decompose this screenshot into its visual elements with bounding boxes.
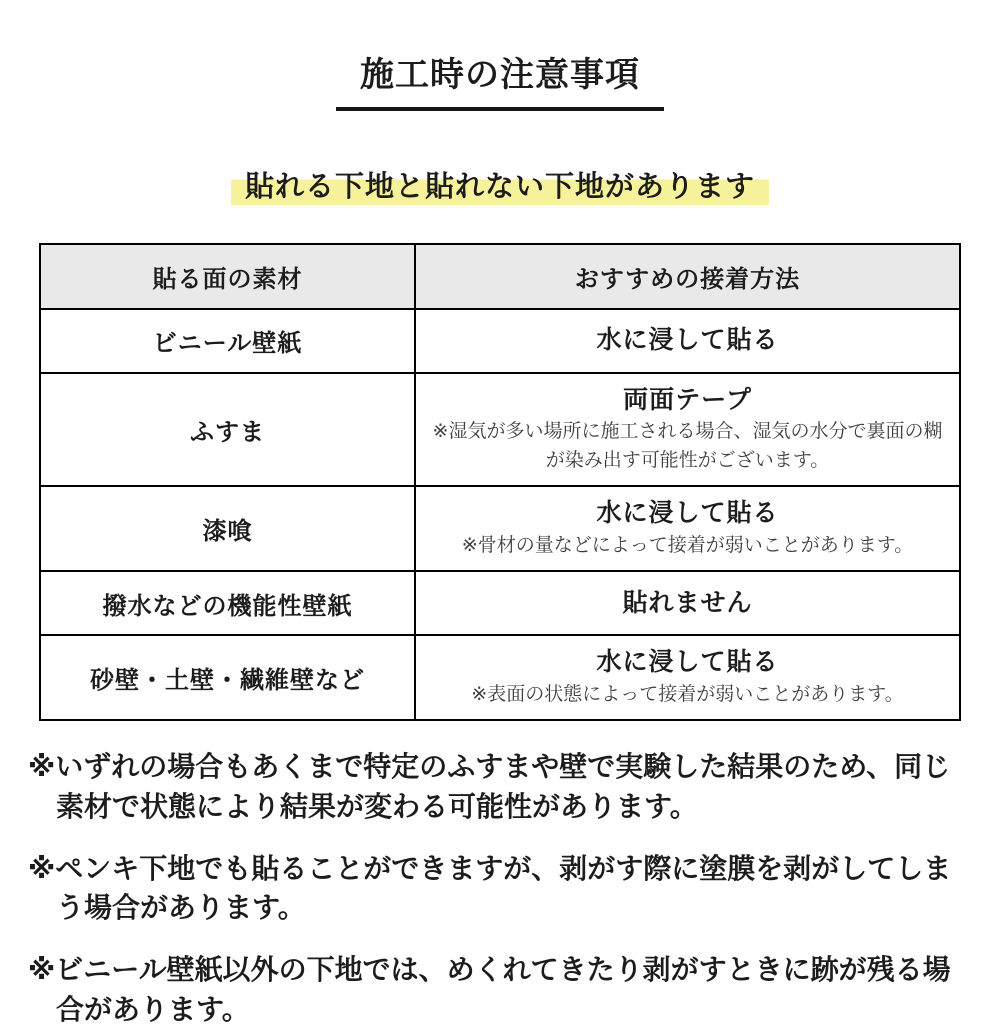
method-cell [415, 373, 960, 487]
method-text: 両面テープ [623, 385, 752, 414]
footnote-item: ※いずれの場合もあくまで特定のふすまや壁で実験した結果のため、同じ素材で状態により結果が変わる可能性があります。 [28, 751, 951, 822]
title-section [0, 24, 1000, 134]
method-text: 水に浸して貼る [596, 499, 779, 528]
highlighted-subtitle: 貼れる下地と貼れない下地があります [231, 164, 769, 205]
table-header [40, 244, 960, 309]
surface-adhesion-table [39, 243, 961, 722]
table-row [40, 486, 960, 571]
column-header-method: おすすめの接着方法 [415, 244, 960, 309]
table-row [40, 373, 960, 487]
footnote-item: ※ペンキ下地でも貼ることができますが、剥がす際に塗膜を剥がしてしまう場合があります。 [28, 852, 952, 924]
method-cell [415, 309, 960, 373]
page-title: 施工時の注意事項 [336, 47, 664, 111]
method-text: 水に浸して貼る [596, 326, 779, 355]
method-note-text: ※湿気が多い場所に施工される場合、湿気の水分で裏面の糊が染み出す可能性がございます。 [432, 421, 943, 471]
table-row [40, 309, 960, 373]
table-row [40, 635, 960, 720]
table-row [40, 571, 960, 635]
column-header-material: 貼る面の素材 [40, 244, 415, 309]
method-cell [415, 635, 960, 720]
method-cell [415, 486, 960, 571]
method-note-text: ※表面の状態によって接着が弱いことがあります。 [471, 683, 904, 705]
method-cell [415, 571, 960, 635]
footnotes-list [28, 747, 972, 1030]
method-text: 水に浸して貼る [596, 648, 779, 677]
subtitle-section [0, 164, 1000, 205]
material-cell: 撥水などの機能性壁紙 [40, 571, 415, 635]
material-cell: 漆喰 [40, 486, 415, 571]
table-body [40, 309, 960, 721]
footnote-item: ※ビニール壁紙以外の下地では、めくれてきたり剥がすときに跡が残る場合があります。 [28, 954, 951, 1025]
method-note-text: ※骨材の量などによって接着が弱いことがあります。 [461, 534, 914, 556]
method-text: 貼れません [622, 588, 753, 617]
table-header-row [40, 244, 960, 309]
material-cell: ビニール壁紙 [40, 309, 415, 373]
material-cell: 砂壁・土壁・繊維壁など [40, 635, 415, 720]
material-cell: ふすま [40, 373, 415, 487]
